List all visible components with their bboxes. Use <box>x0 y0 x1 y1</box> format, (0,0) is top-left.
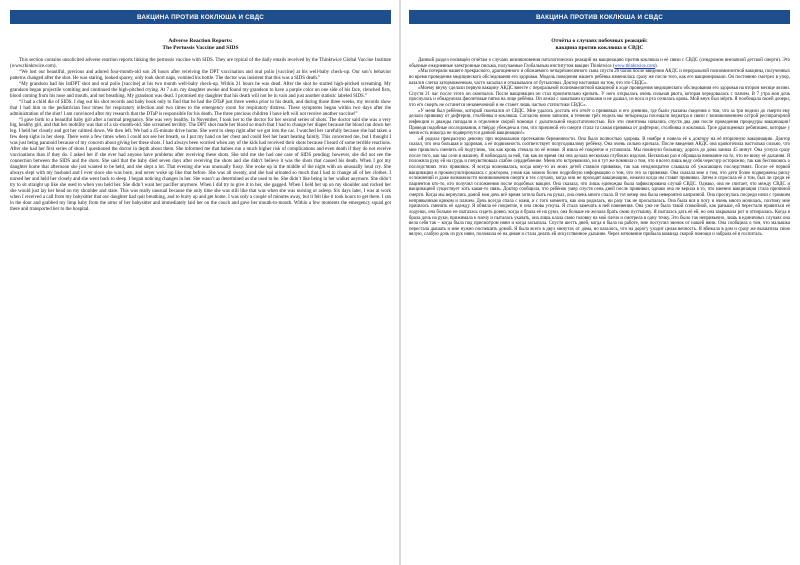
intro-paragraph <box>409 58 790 69</box>
paragraph: “We lost our beautiful, precious and adored four-month-old son 26 hours after receiving the DPT vaccination and oral polio [vaccine] at his well-baby check-up. Our son’s behavior patterns changed after the shot. He was staring, looked spacey, only took short naps, vomited his bottle. The doctor was insistent that this was a SIDS death.” <box>10 69 391 81</box>
page-header-banner: ВАКЦИНА ПРОТИВ КОКЛЮША И СВДС <box>409 10 790 24</box>
section-subtitle: вакцина против коклюша и СВДС <box>555 45 644 51</box>
paragraph: «Моему внуку сделали первую вакцину АКДС вместе с пероральной полиомиелитной вакциной в ходе проведения медицинского обследования его здоровья на втором месяце жизни. Спустя 21 час после этого он скончался. После вакцинации он стал пронзительно кричать. У него открылась очень сильная рвота, которая чередовалась с плачем. В 7 утра моя дочь проснулась и обнаружила фиолетовые пятна на лице ребёнка. Он лежал с зажатыми кулачками и не дышал, из носа и рта сочилась кровь. Мой внук был мёртв. Я пообещала своей дочери, что его смерть не останется незамеченной и не станет лишь частью статистики СВДС». <box>409 86 790 108</box>
paragraph: “I gave birth to a beautiful baby girl after a normal pregnancy. She was very healthy. In November, I took her to the doctor for her second series of shots. The doctor said she was a very big, healthy girl, and that her mobility was that of a six-month-old. She screamed terribly. The DPT shot made her blood so much that I had to change her diaper because the blood ran down her leg. I held her closely and got her calmed down. We then left. We had a 45-minute drive home. She went to sleep right after we got into the car. I watched her carefully because she had taken a few deep sighs in her sleep. There were a few times when I could not see her breath, so I put my hand on her chest and could feel her heart beating faintly. This concerned me, but I thought I was just being paranoid because of my concern about giving her these shots. I had always been worried when any of the kids had received their shots because I heard of some terrible reactions. After she had her first series of shots I questioned the doctor in depth about them. She informed me that babies run a much higher risk of complications and even death if they do not receive vaccinations than if they do. I asked her if she ever had anyone have problems after receiving these shots. She told me she had one case of SIDS pending; however, she did not see the connection between the SIDS and the shots. She said that the baby died seven days after receiving the shots and she didn’t believe it was the shots that caused his death. When I got my daughter home that afternoon she just wanted to be held, and she slept a lot. That evening she was unusually fussy. She woke up in the middle of the night with an unusually loud cry. She always slept with my husband and I ever since she was born, and never woke up like that before. She was all sweaty, and she had urinated so much that I had to change all of her clothes. I nursed her and held her closely and she went back to sleep. I began noticing changes in her. She wasn’t as determined as she used to be. She didn’t like being in her walker anymore. She didn’t try to sit straight up like she used to when you held her. She didn’t want her pacifier anymore. When I did try to give it to her, she gagged. When I held her up on my shoulder and rocked her she would just lay her head on my shoulder and stare. This was really unusual because the only time she was still like that was when she was nursing or asleep. Six days later, I was at work when I received a call from my babysitter that our daughter had quit breathing, and to hurry up and get home. I was only a couple of minutes away, but it felt like it took hours to get there. I ran in the door and grabbed my limp baby from the arms of her babysitter and immediately laid her on the couch and gave her mouth-to-mouth. Within a few moments the emergency squad got there and transported her to the hospital. <box>10 117 391 212</box>
section-title: Adverse Reaction Reports: <box>168 38 233 44</box>
intro-text-end: ). <box>655 63 658 69</box>
paragraph: “I had a child die of SIDS. I dug out his shot records and baby book only to find that he had the DTaP just three weeks prior to his death, and during those three weeks, my records show that I had him to the pediatrician four times for respiratory infection and two times to the emergency room for respiratory distress. These symptoms began within two days after the administration of the shot! I am convinced after my research that the DTaP is responsible for his death. The three precious children I have left will not receive another vaccine!” <box>10 99 391 117</box>
section-title-block <box>10 38 391 52</box>
section-title: Отчёты о случаях побочных реакций: <box>551 38 648 44</box>
paragraph: «Я родила прекрасную девочку при нормальном протекании беременности. Она была полностью здорова. В ноябре я повела её к доктору на её вторичную вакцинацию. Доктор сказал, что она большая и здоровая, а её подвижность соответствует полугодовалому ребёнку. Она очень сильно кричала. После введения АКДС она кровоточила настолько сильно, что мне пришлось сменить ей подгузник, так как кровь стекала по её ножке. Я взяла её покрепче и успокоила. Мы покинули больницу, дорога до дома заняла 45 минут. Она уснула сразу после того, как мы сели в машину. Я наблюдала за ней, так как во время сна она делала несколько глубоких вздохов. Несколько раз я обращала внимание на то, что не вижу её дыхания. Я положила руку ей на грудь и почувствовала слабое сердцебиение. Меня это встревожило, но я тут же помнила о том, что я всего лишь веду себя чересчур осторожно, так как беспокоюсь о последствиях этих прививок. Я всегда волновалась, когда кому-то из моих детей ставили прививки, так как неоднократно слышала об ужасающих последствиях. После её первой вакцинации я проконсультировалась с доктором, узнав как можно более подробную информацию о том, что это за прививки. Она сказала мне о том, что дети более подвержены риску осложнений и даже возможности возникновения смерти в тех случаях, когда они не проходят вакцинацию, нежели когда им ставят прививки. Затем я спросила её о том, был ли среди её пациентов кто-то, кто получил осложнения после подобных вакцин. Она сказала, что лишь единожды была зафиксирована случай СВДС. Однако, она не считает, что между СВДС и вакцинацией существует хоть какая-то связь. Доктор сообщила, что ребёнок умер спустя семь дней после прививки, однако она не верила в то, что именно вакцинация стала причиной смерти. Когда мы вернулись домой моя дочь всё время хотела быть на руках, она очень много спала. В тот вечер она была невероятно капризной. Она проснулась посреди ночи с громким непривычным криком и плачем. Дочь всегда спала с нами, и с того момента, как она родилась, ни разу так не просыпалась. Она была вся в поту и очень много мочилась, поэтому мне пришлось сменить её одежду. Я обняла её покрепче, и она снова уснула. Я стала замечать в ней изменения. Она уже не была такой спокойной, как раньше, ей перестали нравиться её ходунки, она больше не пыталась сидеть ровно, когда я брала её на руки, она больше не желала брать свою пустышку. Я пыталась дать её ей, но она закрывала рот и отпиралась. Когда я брала дочь на руки, прижимала к плечу и пыталась укачать, она лишь клала свою головку на моё плечо и смотрела в одну точку. Это было так непривычно, лишь в единичных случаях она вела себя так – когда была под присмотром няни и когда засыпала. Спустя шесть дней, когда я была на работе, мне поступил звонок от нашей няни. Она сообщила о том, что малышка перестала дышать и мне нужно поспешить домой. Я была всего в двух минутах от дома, но казалось, что на дорогу уходит целая вечность. Я вбежала в дом и сразу же выхватила свою вялую, слабую дочь из рук няни, положила её на диван и стала делать ей искусственное дыхание. Через мгновение прибыла команда скорой помощи и забрала её в госпиталь. <box>409 136 790 238</box>
page-header-banner: ВАКЦИНА ПРОТИВ КОКЛЮША И СВДС <box>10 10 391 24</box>
section-subtitle: The Pertussis Vaccine and SIDS <box>162 45 239 51</box>
section-title-block <box>409 38 790 52</box>
body-text <box>10 58 391 213</box>
paragraph: “My grandson had his IstDPT shot and oral polio [vaccine] at his two month well-baby check-up. Within 21 hours he was dead. After the shot he started high-pitched screaming. My grandson began projectile vomiting and continued the high-pitched crying. At 7 a.m. my daughter awoke and found my grandson to have a purple color on one side of his face, clenched fists, blood coming from his nose and mouth, and not breathing. My grandson was dead. I promised my daughter that his death will not be in vain and just another statistic labeled SIDS.” <box>10 81 391 99</box>
website-link[interactable]: www.thinktwice.com <box>614 63 656 69</box>
page-right-russian <box>400 0 800 565</box>
paragraph: This section contains unsolicited adverse reaction reports linking the pertussis vaccine with SIDS. They are typical of the daily emails received by the Thinktwice Global Vaccine Institute (www.thinktwice.com). <box>10 58 391 69</box>
paragraph: «Мы потеряли нашего прекрасного, драгоценного и обожаемого четырёхмесячного сына спустя 26 часов после введения АКДС и пероральной полиомиелитной вакцины, полученных во время проведения медицинского обследования его здоровья. Модель поведения нашего ребёнка изменилась сразу же после того, как его вакцинировали. Он постоянно смотрел в упор, казался слегка заторможенным, часто засыпал и отказывался от бутылочки. Доктор настаивал на том, что это СВДС». <box>409 69 790 86</box>
intro-text: Данный раздел посвящён отчётам о случаях возникновения патологических реакций на вакцинацию против коклюша и её связи с СВДС (синдромом внезапной детской смерти). Это обычные ежедневные электронные письма, получаемые Глобальным институтом вакцин Thinktwice ( <box>409 58 790 69</box>
paragraph: «У меня был ребёнок, который скончался от СВДС. Мне удалось достать его отчёт о прививках и его дневник, где были указаны сведения о том, что за три недели до смерти ему делали прививку от дифтерии, столбняка и коклюша. Согласно моим записям, в течение трёх недель мы четырежды посещали педиатра в связи с возникновением острой респираторной инфекции и дважды попадали в отделение скорой помощи с дыхательной недостаточностью. Все эти симптомы начались спустя два дня после проведения процедуры вакцинации! Проведя подобные исследования, я твёрдо убеждена в том, что причиной его смерти стала та самая прививка от дифтерии, столбняка и коклюша. Трое драгоценных ребятишек, которые у меня есть никогда не подвергнутся данной вакцинации!» <box>409 108 790 137</box>
page-gutter-divider <box>399 0 401 565</box>
body-text <box>409 58 790 238</box>
